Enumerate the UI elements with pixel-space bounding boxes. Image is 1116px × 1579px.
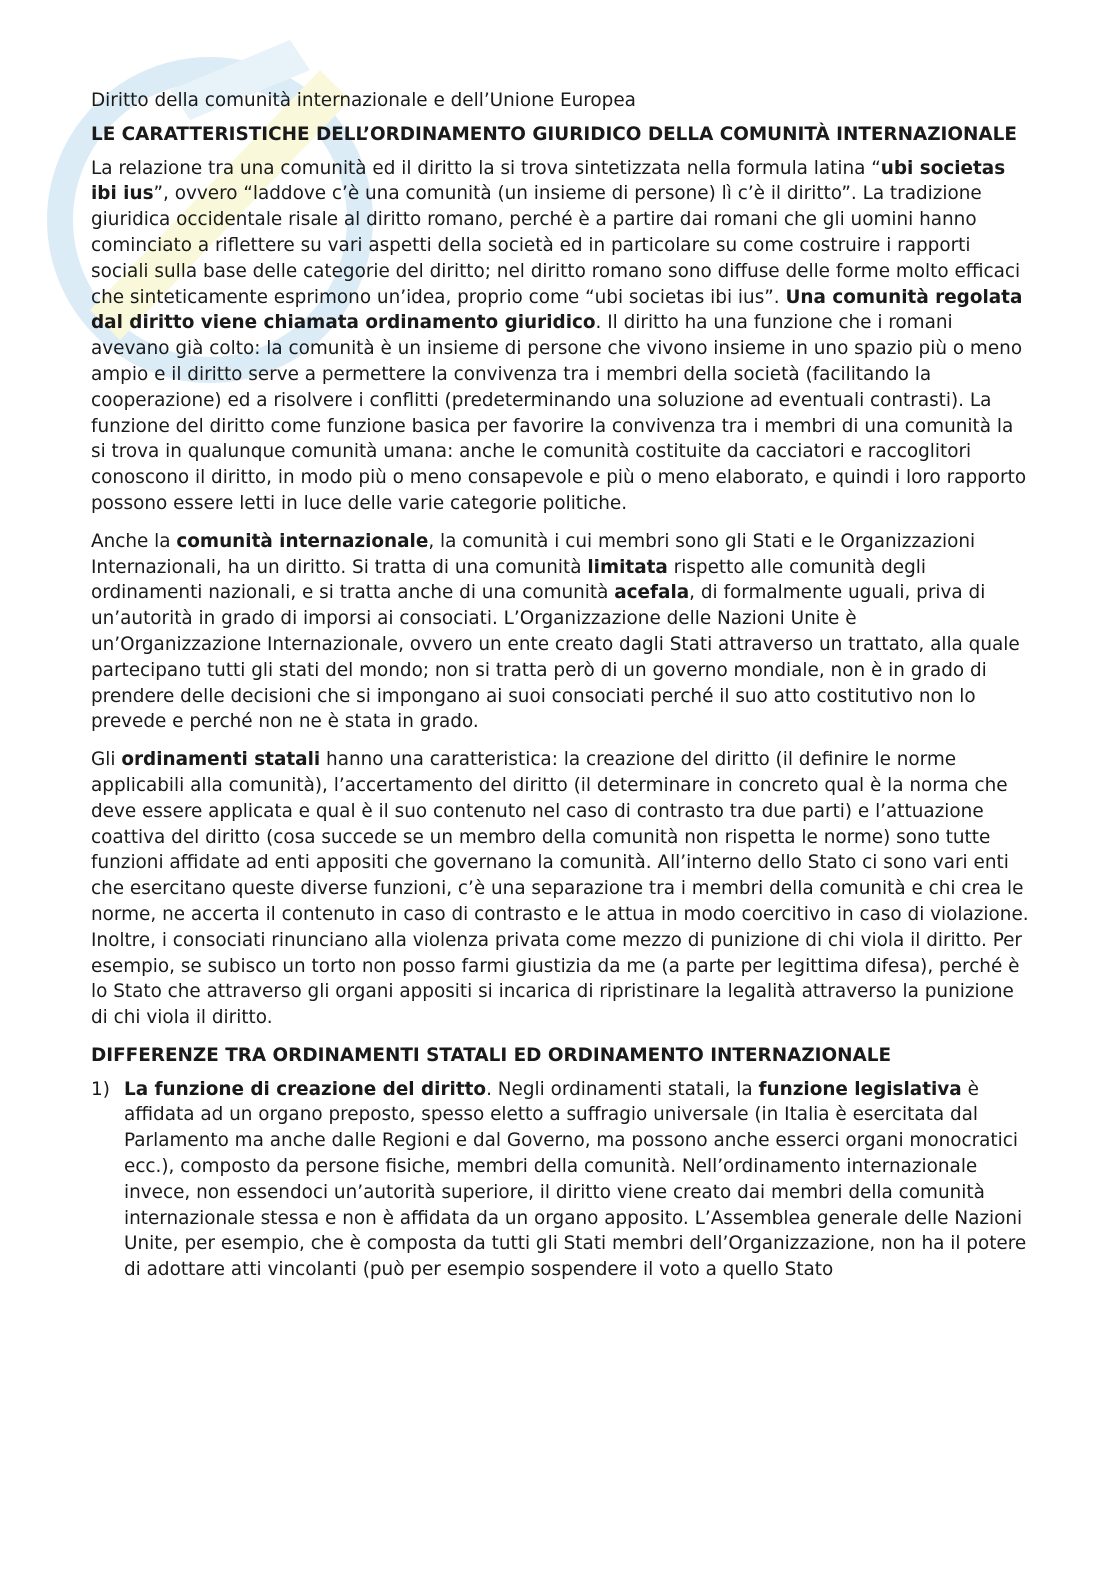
paragraph-2: Anche la comunità internazionale, la comunità i cui membri sono gli Stati e le Organizzazioni Internazionali, ha un diritto. Si tratta di una comunità limitata rispetto alle comunità degli ordinamenti nazionali, e si tratta anche di una comunità acefala, di formalmente uguali, priva di un’autorità in grado di imporsi ai consociati. L’Organizzazione delle Nazioni Unite è un’Organizzazione Internazionale, ovvero un ente creato dagli Stati attraverso un trattato, alla quale partecipano tutti gli stati del mondo; non si tratta però di un governo mondiale, non è in grado di prendere delle decisioni che si impongano ai suoi consociati perché il suo atto costitutivo non lo prevede e perché non ne è stata in grado. <box>91 530 1020 733</box>
section-heading-differences: DIFFERENZE TRA ORDINAMENTI STATALI ED ORDINAMENTO INTERNAZIONALE <box>91 1044 892 1066</box>
document-title: Diritto della comunità internazionale e dell’Unione Europea <box>91 90 636 111</box>
paragraph-3: Gli ordinamenti statali hanno una caratteristica: la creazione del diritto (il definire le norme applicabili alla comunità), l’accertamento del diritto (il determinare in concreto qual è la norma che deve essere applicata e qual è il suo contenuto nel caso di contrasto tra due parti) e l’attuazione coattiva del diritto (cosa succede se un membro della comunità non rispetta le norme) sono tutte funzioni affidate ad enti appositi che governano la comunità. All’interno dello Stato ci sono vari enti che esercitano queste diverse funzioni, c’è una separazione tra i membri della comunità e chi crea le norme, ne accerta il contenuto in caso di contrasto e le attua in modo coercitivo in caso di violazione. Inoltre, i consociati rinunciano alla violenza privata come mezzo di punizione di chi viola il diritto. Per esempio, se subisco un torto non posso farmi giustizia da me (a parte per legittima difesa), perché è lo Stato che attraverso gli organi appositi si incarica di ripristinare la legalità attraverso la punizione di chi viola il diritto. <box>91 749 1029 1029</box>
section-heading-characteristics: LE CARATTERISTICHE DELL’ORDINAMENTO GIURIDICO DELLA COMUNITÀ INTERNAZIONALE <box>91 123 1017 145</box>
list-item: 1) La funzione di creazione del diritto. Negli ordinamenti statali, la funzione legislativa è affidata ad un organo preposto, spesso eletto a suffragio universale (in Italia è esercitata dal Parlamento ma anche dalle Regioni e dal Governo, ma possono anche esserci organi monocratici ecc.), composto da persone fisiche, membri della comunità. Nell’ordinamento internazionale invece, non essendoci un’autorità superiore, il diritto viene creato dai membri della comunità internazionale stessa e non è affidata da un organo apposito. L’Assemblea generale delle Nazioni Unite, per esempio, che è composta da tutti gli Stati membri dell’Organizzazione, non ha il potere di adottare atti vincolanti (può per esempio sospendere il voto a quello Stato <box>91 1078 1027 1281</box>
document-page <box>91 88 1031 1283</box>
numbered-list <box>91 1077 1031 1283</box>
paragraph-1: La relazione tra una comunità ed il diritto la si trova sintetizzata nella formula latina “ubi societas ibi ius”, ovvero “laddove c’è una comunità (un insieme di persone) lì c’è il diritto”. La tradizione giuridica occidentale risale al diritto romano, perché è a partire dai romani che gli uomini hanno cominciato a riflettere su vari aspetti della società ed in particolare su come costruire i rapporti sociali sulla base delle categorie del diritto; nel diritto romano sono diffuse delle forme molto efficaci che sinteticamente esprimono un’idea, proprio come “ubi societas ibi ius”. Una comunità regolata dal diritto viene chiamata ordinamento giuridico. Il diritto ha una funzione che i romani avevano già colto: la comunità è un insieme di persone che vivono insieme in uno spazio più o meno ampio e il diritto serve a permettere la convivenza tra i membri della società (facilitando la cooperazione) ed a risolvere i conflitti (predeterminando una soluzione ad eventuali contrasti). La funzione del diritto come funzione basica per favorire la convivenza tra i membri di una comunità la si trova in qualunque comunità umana: anche le comunità costituite da cacciatori e raccoglitori conoscono il diritto, in modo più o meno consapevole e più o meno elaborato, e quindi i loro rapporto possono essere letti in luce delle varie categorie politiche. <box>91 157 1027 514</box>
list-item-number: 1) <box>91 1078 110 1100</box>
